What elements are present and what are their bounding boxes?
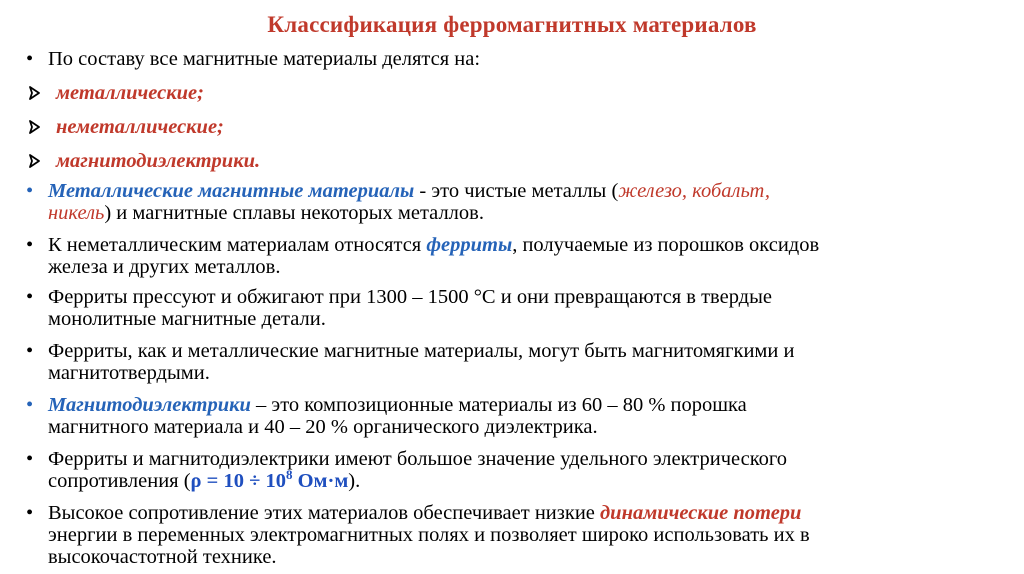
arrow-list-item — [26, 116, 1016, 138]
item-text: Магнитодиэлектрики – это композиционные материалы из 60 – 80 % порошка магнитного материала и 40 – 20 % органического диэлектрика. — [48, 394, 747, 438]
item-text: К неметаллическим материалам относятся ферриты, получаемые из порошков оксидов железа и других металлов. — [48, 234, 820, 278]
list-item — [26, 234, 1016, 278]
item-text: магнитодиэлектрики. — [56, 150, 261, 172]
list-item — [26, 448, 1016, 492]
item-text: Металлические магнитные материалы - это чистые металлы (железо, кобальт, никель) и магнитные сплавы некоторых металлов. — [48, 180, 770, 224]
bullet-icon: • — [26, 48, 34, 70]
item-text: Ферриты, как и металлические магнитные материалы, могут быть магнитомягкими и магнитотвердыми. — [48, 340, 795, 384]
list-item — [26, 180, 1016, 224]
arrow-list-item — [26, 150, 1016, 172]
bullet-icon: • — [26, 448, 34, 470]
item-text: металлические; — [56, 82, 204, 104]
item-text: Ферриты и магнитодиэлектрики имеют большое значение удельного электрического сопротивления ($\rho = 10 \div 10^8$ Ом·м). — [48, 448, 788, 492]
bullet-icon: • — [26, 180, 34, 202]
arrow-bullet-icon — [26, 118, 44, 136]
bullet-icon: • — [26, 502, 34, 524]
bullet-icon: • — [26, 340, 34, 362]
item-text: Высокое сопротивление этих материалов обеспечивает низкие динамические потери энергии в переменных электромагнитных полях и позволяет широко использовать их в высокочастотной технике. — [48, 502, 810, 568]
list-item — [26, 394, 1016, 438]
bullet-icon: • — [26, 286, 34, 308]
bullet-icon: • — [26, 234, 34, 256]
arrow-list-item — [26, 82, 1016, 104]
arrow-bullet-icon — [26, 84, 44, 102]
resistivity-formula: $\rho = 10 \div 10^8$ Ом·м — [190, 467, 349, 492]
slide-title: Классификация ферромагнитных материалов — [267, 12, 757, 37]
item-text: Ферриты прессуют и обжигают при 1300 – 1500 °С и они превращаются в твердые монолитные магнитные детали. — [48, 286, 772, 330]
list-item — [26, 48, 1016, 70]
item-text: неметаллические; — [56, 116, 224, 138]
list-item — [26, 340, 1016, 384]
bullet-icon: • — [26, 394, 34, 416]
item-text: По составу все магнитные материалы делятся на: — [48, 48, 481, 70]
list-item — [26, 286, 1016, 330]
arrow-bullet-icon — [26, 152, 44, 170]
list-item — [26, 502, 1016, 568]
